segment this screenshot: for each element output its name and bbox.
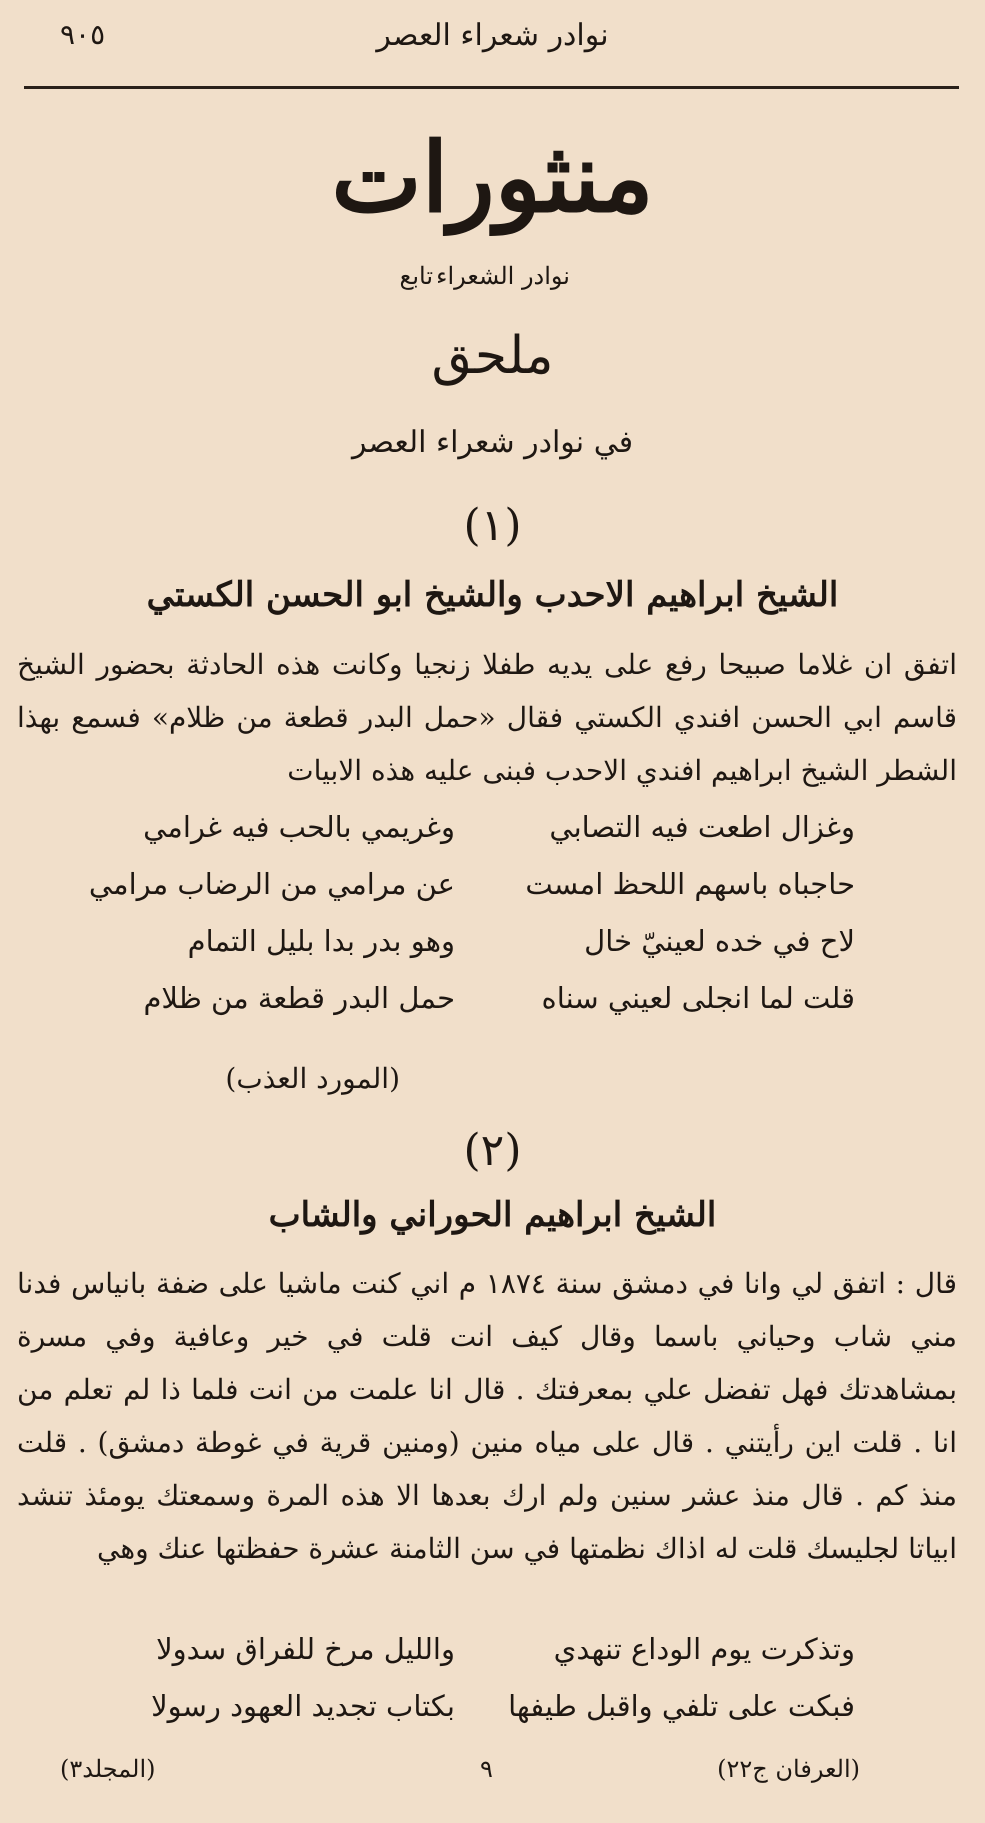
page-number: ٩٠٥ bbox=[60, 18, 106, 51]
supplement-subtitle: في نوادر شعراء العصر bbox=[351, 425, 634, 460]
verse-hemistich-first: حاجباه باسهم اللحظ امست bbox=[525, 867, 855, 901]
verse-hemistich-second: حمل البدر قطعة من ظلام bbox=[143, 981, 455, 1015]
masthead-sub-left: تابع bbox=[399, 262, 433, 290]
verse-hemistich-first: وتذكرت يوم الوداع تنهدي bbox=[553, 1632, 855, 1666]
masthead-title: منثورات bbox=[331, 121, 654, 234]
supplement-title: ملحق bbox=[431, 326, 554, 386]
verse-hemistich-second: والليل مرخ للفراق سدولا bbox=[156, 1632, 455, 1666]
verse-line bbox=[115, 924, 855, 981]
verse-line bbox=[88, 867, 855, 924]
verse-line bbox=[115, 1689, 855, 1746]
verse-hemistich-second: وهو بدر بدا بليل التمام bbox=[187, 924, 455, 958]
section-1-number: (١) bbox=[463, 500, 522, 551]
section-1-title: الشيخ ابراهيم الاحدب والشيخ ابو الحسن الكستي bbox=[146, 575, 839, 615]
verse-hemistich-second: بكتاب تجديد العهود رسولا bbox=[151, 1689, 455, 1723]
verse-line bbox=[115, 1632, 855, 1689]
section-2-paragraph bbox=[17, 1257, 957, 1575]
section-1-source: (المورد العذب) bbox=[225, 1062, 400, 1095]
verse-line bbox=[115, 810, 855, 867]
footer-journal: (العرفان ج٢٢) bbox=[717, 1755, 860, 1783]
paragraph-text: قال : اتفق لي وانا في دمشق سنة ١٨٧٤ م اني كنت ماشيا على ضفة بانياس فدنا مني شاب وحياني باسما وقال كيف انت قلت في خير وعافية وفي مسرة بمشاهدتك فهل تفضل علي بمعرفتك . قال انا علمت من انت فلما ذا لم تعلم من انا . قلت اين رأيتني . قال على مياه منين (ومنين قرية في غوطة دمشق) . قلت منذ كم . قال منذ عشر سنين ولم ارك بعدها الا هذه المرة وسمعتك يومئذ تنشد ابياتا لجليسك قلت له اذاك نظمتها في سن الثامنة عشرة حفظتها عنك وهي bbox=[17, 1267, 957, 1565]
verse-hemistich-second: عن مرامي من الرضاب مرامي bbox=[88, 867, 455, 901]
verse-hemistich-first: فبكت على تلفي واقبل طيفها bbox=[508, 1689, 855, 1723]
verse-line bbox=[115, 981, 855, 1038]
section-2-number: (٢) bbox=[463, 1125, 522, 1176]
section-1-paragraph bbox=[17, 638, 957, 797]
running-title: نوادر شعراء العصر bbox=[376, 18, 609, 53]
verse-hemistich-first: قلت لما انجلى لعيني سناه bbox=[541, 981, 855, 1015]
footer-volume: (المجلد٣) bbox=[60, 1755, 156, 1783]
header-rule bbox=[24, 86, 959, 89]
verse-hemistich-first: وغزال اطعت فيه التصابي bbox=[549, 810, 855, 844]
section-2-verses bbox=[115, 1632, 855, 1746]
verse-hemistich-first: لاح في خده لعينيّ خال bbox=[584, 924, 855, 958]
footer-page-signature: ٩ bbox=[480, 1755, 493, 1783]
masthead-sub-right: نوادر الشعراء bbox=[436, 262, 570, 290]
section-1-verses bbox=[88, 810, 855, 1038]
verse-hemistich-second: وغريمي بالحب فيه غرامي bbox=[143, 810, 455, 844]
section-2-title: الشيخ ابراهيم الحوراني والشاب bbox=[268, 1195, 717, 1235]
paragraph-text: اتفق ان غلاما صبيحا رفع على يديه طفلا زنجيا وكانت هذه الحادثة بحضور الشيخ قاسم ابي الحسن افندي الكستي فقال «حمل البدر قطعة من ظلام» فسمع بهذا الشطر الشيخ ابراهيم افندي الاحدب فبنى عليه هذه الابيات bbox=[17, 648, 957, 787]
